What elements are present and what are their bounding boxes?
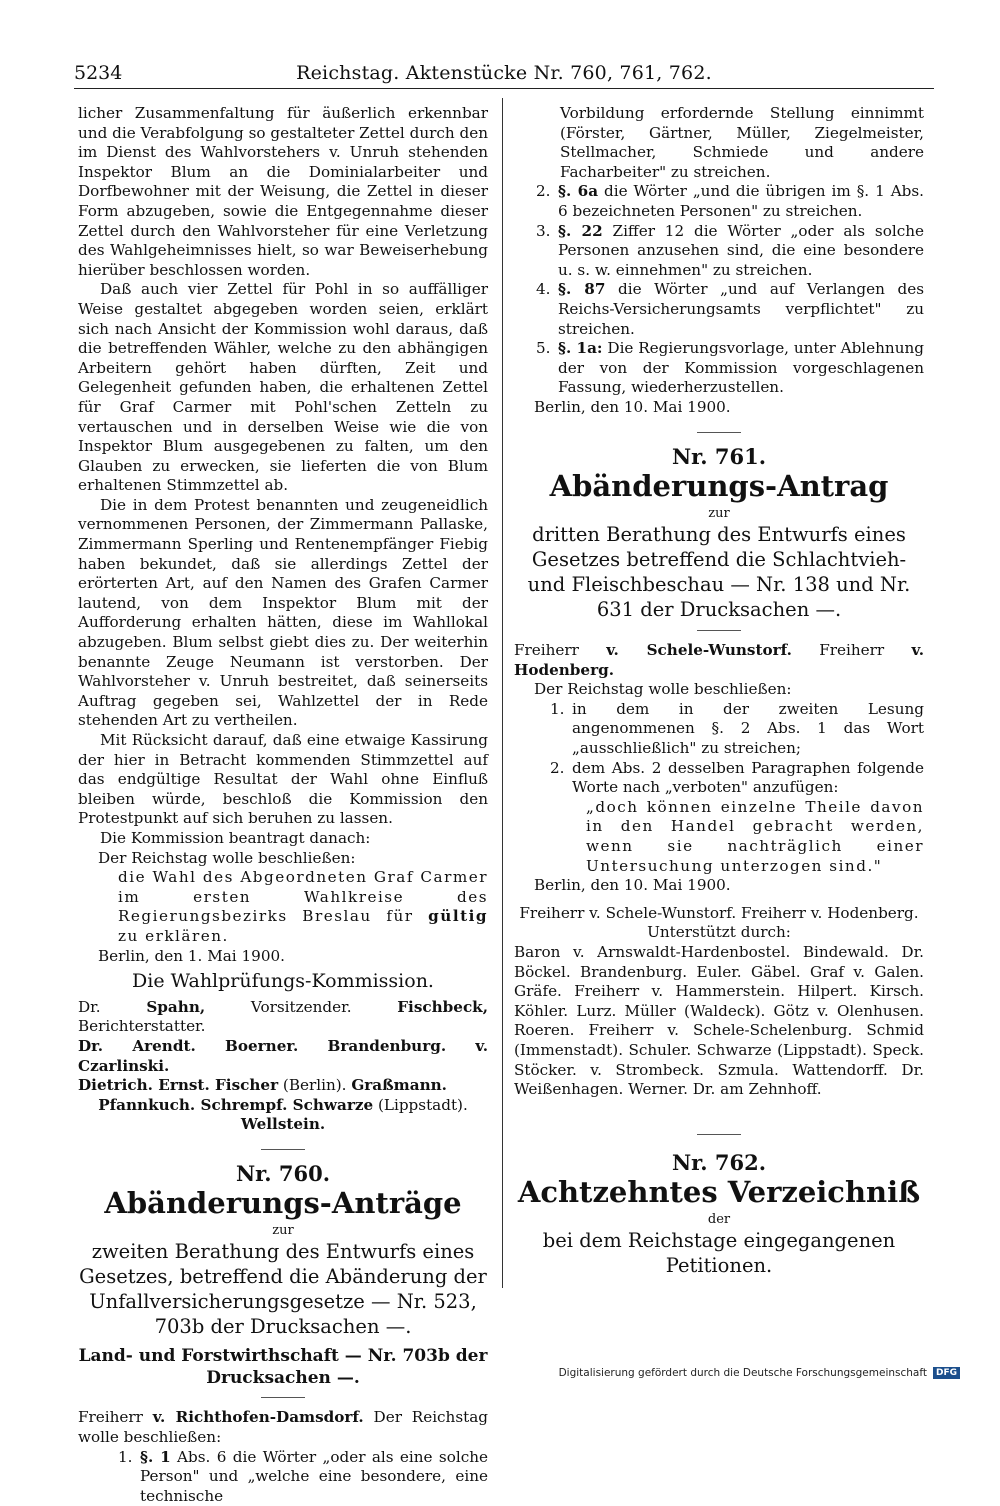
resolution-intro: Der Reichstag wolle beschließen:: [534, 680, 792, 699]
list-item: [536, 280, 924, 339]
list-text: [558, 182, 924, 221]
separator: [697, 1134, 741, 1135]
list-item: [550, 700, 924, 759]
document-title: Achtzehntes Verzeichniß: [517, 1175, 921, 1210]
item-text: in dem in der zweiten Lesung angenommenen §. 2 Abs. 1 das Wort „ausschließlich" zu streichen;: [572, 699, 924, 758]
title-connector: der: [707, 1212, 731, 1228]
supporters-list: Baron v. Arnswaldt-Hardenbostel. Bindewald. Dr. Böckel. Brandenburg. Euler. Gäbel. Graf v. Galen. Gräfe. Freiherr v. Hammerstein. Hilpert. Kirsch. Köhler. Lurz. Müller (Waldeck). Götz v. Olenhusen. Roeren. Freiherr v. Schele-Schelenburg. Schmid (Immenstadt). Schuler. Schwarze (Lippstadt). Speck. Stöcker. v. Strombeck. Szmula. Wattendorff. Dr. Weißenhagen. Werner. Dr. am Zehnhoff.: [514, 943, 924, 1099]
list-item: [536, 182, 924, 221]
list-item: [550, 759, 924, 798]
item-text: dem Abs. 2 desselben Paragraphen folgende Worte nach „verboten" anzufügen:: [572, 758, 924, 797]
resolution-list: [514, 700, 924, 798]
list-number: 1.: [550, 699, 565, 718]
list-text: [558, 280, 924, 339]
list-number: 2.: [536, 182, 551, 201]
date-line: Berlin, den 10. Mai 1900.: [534, 397, 731, 416]
document-title: Abänderungs-Antrag: [549, 469, 889, 504]
resolution-text: die Wahl des Abgeordneten Graf Carmer im ersten Wahlkreise des Regierungsbezirks Breslau für gültig zu erklären.: [118, 868, 489, 945]
footer-credit: [559, 1367, 960, 1379]
paragraph: Die in dem Protest benannten und zeugeneidlich vernommenen Personen, der Zimmermann Pallaske, Zimmermann Sperling und Rentenempfänger Fiebig haben bekundet, daß sie allerdings Zettel der erörterten Art, auf den Namen des Grafen Carmer lautend, von dem Inspektor Blum mit der Aufforderung erhalten hätten, diese im Wahllokal abzugeben. Blum selbst giebt dies zu. Der weiterhin benannte Zeuge Neumann ist verstorben. Der Wahlvorsteher v. Unruh bestreitet, daß seinerseits Auftrag gegeben sei, Wahlzettel der in Rede stehenden Art zu vertheilen.: [78, 495, 488, 730]
list-item: [536, 339, 924, 398]
footer-text: Digitalisierung gefördert durch die Deutsche Forschungsgemeinschaft: [558, 1367, 927, 1379]
separator: [261, 1397, 305, 1398]
right-column: [514, 104, 924, 1278]
signers-line: Freiherr v. Schele-Wunstorf. Freiherr v. Hodenberg.: [519, 903, 919, 922]
paragraph-ref: §. 1a:: [558, 339, 603, 358]
mover-line: Freiherr v. Richthofen-Damsdorf. Der Reichstag wolle beschließen:: [78, 1408, 489, 1447]
movers-line: Freiherr v. Schele-Wunstorf. Freiherr v. Hodenberg.: [514, 641, 925, 679]
list-number: 4.: [536, 280, 551, 299]
separator: [697, 432, 741, 433]
list-item: 1. §. 1 Abs. 6 die Wörter „oder als eine solche Person" und „welche eine besondere, eine technische: [118, 1447, 489, 1505]
quote-text: „doch können einzelne Theile davon in den Handel gebracht werden, wenn sie nachträglich einer Untersuchung unterzogen sind.": [586, 797, 924, 875]
supported-label: Unterstützt durch:: [647, 923, 791, 942]
page-header: [74, 62, 934, 89]
paragraph-ref: §. 87: [558, 280, 606, 299]
document-subtitle: zweiten Berathung des Entwurfs eines Gesetzes, betreffend die Abänderung der Unfallversicherungsgesetze — Nr. 523, 703b der Drucksachen —.: [79, 1240, 487, 1339]
list-number: 3.: [536, 221, 551, 240]
list-number: 5.: [536, 339, 551, 358]
document-number: Nr. 760.: [235, 1160, 331, 1186]
item-text: die Wörter „und auf Verlangen des Reichs-Versicherungsamts verpflichtet" zu streichen.: [558, 280, 924, 338]
title-connector: zur: [272, 1223, 294, 1239]
document-number: Nr. 762.: [671, 1149, 767, 1175]
dfg-logo: DFG: [933, 1367, 960, 1379]
paragraph: licher Zusammenfaltung für äußerlich erkennbar und die Verabfolgung so gestalteter Zettel durch den im Dienst des Wahlvorstehers v. Unruh stehenden Inspektor Blum an die Dominialarbeiter und Dorfbewohner mit der Weisung, die Zettel in dieser Form abzugeben, sowie die Entgegennahme dieser Zettel durch den Wahlvorsteher für eine Verletzung des Wahlgeheimnisses hielt, so war Beweiserhebung hierüber beschlossen worden.: [78, 104, 488, 279]
members-line: Wellstein.: [240, 1115, 326, 1134]
paragraph: Mit Rücksicht darauf, daß eine etwaige Kassirung der hier in Betracht kommenden Stimmzettel auf das endgültige Resultat der Wahl ohne Einfluß bleiben würde, beschloß die Kommission den Protestpunkt auf sich beruhen zu lassen.: [78, 731, 488, 828]
paragraph-ref: §. 22: [558, 221, 603, 240]
item-text: Ziffer 12 die Wörter „oder als solche Personen anzusehen sind, die eine besondere u. s. w. einnehmen" zu streichen.: [558, 221, 924, 279]
paragraph: Die Kommission beantragt danach:: [100, 828, 371, 847]
members-line: Pfannkuch. Schrempf. Schwarze (Lippstadt).: [98, 1095, 468, 1114]
commission-title: Die Wahlprüfungs-Kommission.: [132, 970, 434, 993]
item-text: Die Regierungsvorlage, unter Ablehnung der von der Kommission vorgeschlagenen Fassung, wiederherzustellen.: [558, 339, 924, 397]
separator: [697, 630, 741, 631]
document-subtitle: bei dem Reichstage eingegangenen Petitionen.: [542, 1229, 896, 1278]
document-title: Abänderungs-Anträge: [104, 1186, 462, 1221]
list-text: [558, 222, 924, 281]
paragraph-ref: §. 6a: [558, 182, 599, 201]
paragraph: Vorbildung erfordernde Stellung einnimmt (Förster, Gärtner, Müller, Ziegelmeister, Stellmacher, Schmiede und andere Facharbeiter" zu streichen.: [560, 104, 924, 181]
members-line: Dietrich. Ernst. Fischer (Berlin). Graßmann.: [78, 1076, 447, 1095]
separator: [261, 1149, 305, 1150]
document-number: Nr. 761.: [671, 443, 767, 469]
title-connector: zur: [708, 506, 730, 522]
list-item: [536, 222, 924, 281]
resolution-intro: Der Reichstag wolle beschließen:: [98, 848, 356, 867]
page-number: 5234: [74, 62, 123, 84]
column-divider: [502, 98, 503, 1288]
paragraph: Daß auch vier Zettel für Pohl in so auffälliger Weise gestaltet abgegeben worden seien, erklärt sich nach Ansicht der Kommission wohl daraus, daß die betreffenden Wähler, welche zu den abhängigen Arbeitern gehört haben dürften, Zeit und Gelegenheit gefunden haben, die erhaltenen Zettel für Graf Carmer mit Pohl'schen Zetteln zu vertauschen und in derselben Weise wie die von Inspektor Blum ausgegebenen zu falten, um den Glauben zu erwecken, sie lieferten die von Blum erhaltenen Stimmzettel ab.: [78, 280, 488, 495]
members-line: Dr. Arendt. Boerner. Brandenburg. v. Czarlinski.: [78, 1036, 488, 1075]
document-subtitle: dritten Berathung des Entwurfs eines Gesetzes betreffend die Schlachtvieh- und Fleischbeschau — Nr. 138 und Nr. 631 der Drucksachen —.: [527, 523, 911, 622]
section-heading: Land- und Forstwirthschaft — Nr. 703b der Drucksachen —.: [78, 1346, 488, 1389]
item-text: die Wörter „und die übrigen im §. 1 Abs. 6 bezeichneten Personen" zu streichen.: [558, 182, 924, 220]
date-line: Berlin, den 10. Mai 1900.: [534, 876, 731, 895]
running-title: Reichstag. Aktenstücke Nr. 760, 761, 762.: [296, 62, 712, 84]
list-text: [558, 339, 924, 398]
list-number: 2.: [550, 758, 565, 777]
amendment-list: [514, 182, 924, 398]
members-line: Dr. Spahn, Vorsitzender. Fischbeck, Berichterstatter.: [78, 997, 488, 1036]
left-column: [78, 104, 488, 1506]
date-line: Berlin, den 1. Mai 1900.: [98, 946, 285, 965]
